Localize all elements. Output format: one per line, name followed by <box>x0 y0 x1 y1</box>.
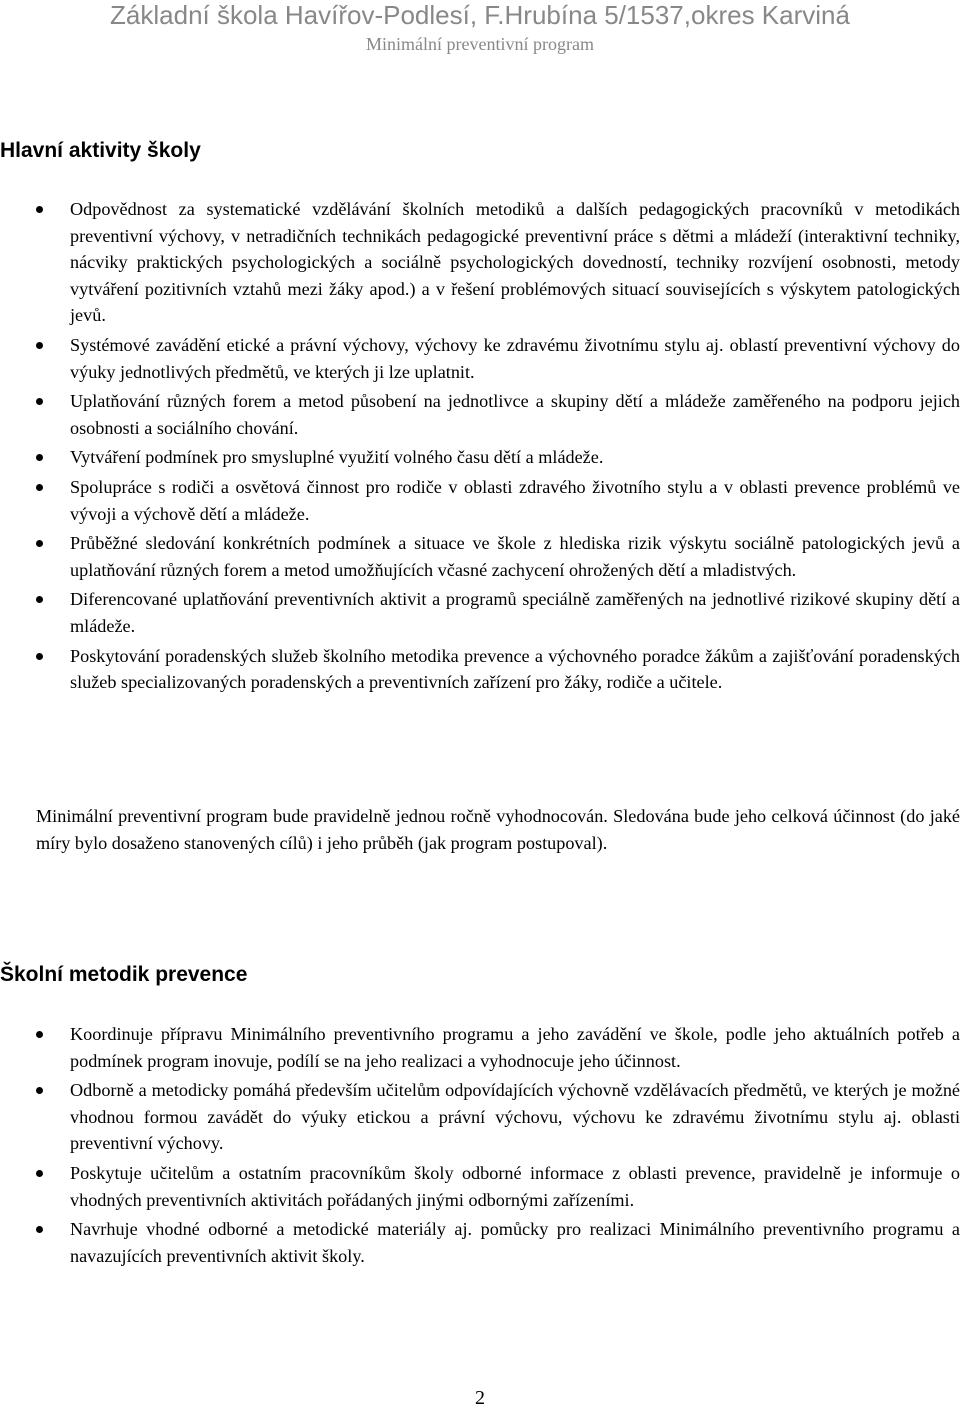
list-item-text: Odborně a metodicky pomáhá především učitelům odpovídajících výchovně vzdělávacích předmětů, ve kterých je možné vhodnou formou zavádět do výuky etickou a právní výchovu, výchovu ke zdravému životnímu stylu aj. oblasti preventivní výchovy. <box>70 1080 960 1154</box>
list-item-text: Vytváření podmínek pro smysluplné využití volného času dětí a mládeže. <box>70 447 604 468</box>
page-header <box>0 0 960 56</box>
section-heading-school-methodist: Školní metodik prevence <box>0 963 248 986</box>
list-item-text: Diferencované uplatňování preventivních aktivit a programů speciálně zaměřených na jednotlivé rizikové skupiny dětí a mládeže. <box>70 589 960 636</box>
list-item <box>0 1160 960 1213</box>
evaluation-paragraph: Minimální preventivní program bude pravidelně jednou ročně vyhodnocován. Sledována bude jeho celková účinnost (do jaké míry bylo dosaženo stanovených cílů) i jeho průběh (jak program postupoval). <box>36 806 960 853</box>
bullet-icon <box>36 1170 43 1177</box>
list-item <box>0 643 960 696</box>
list-item-text: Odpovědnost za systematické vzdělávání školních metodiků a dalších pedagogických pracovníků v metodikách preventivní výchovy, v netradičních technikách pedagogické preventivní práce s dětmi a mládeží (interaktivní techniky, nácviky praktických psychologických a sociálně psychologických dovedností, techniky rozvíjení osobnosti, metody vytváření pozitivních vztahů mezi žáky apod.) a v řešení problémových situací souvisejících s výskytem patologických jevů. <box>70 199 960 326</box>
list-item-text: Uplatňování různých forem a metod působení na jednotlivce a skupiny dětí a mládeže zaměřeného na podporu jejich osobnosti a sociálního chování. <box>70 391 960 438</box>
list-item-text: Spolupráce s rodiči a osvětová činnost pro rodiče v oblasti zdravého životního stylu a v oblasti prevence problémů ve vývoji a výchově dětí a mládeže. <box>70 476 960 524</box>
bullet-icon <box>36 653 43 660</box>
main-activities-list <box>0 196 960 699</box>
methodist-duties-list <box>0 1021 960 1272</box>
bullet-icon <box>36 454 43 461</box>
bullet-icon <box>36 596 43 603</box>
bullet-icon <box>36 1087 43 1094</box>
bullet-icon <box>36 484 43 491</box>
bullet-icon <box>36 1031 43 1038</box>
list-item <box>0 1216 960 1269</box>
bullet-icon <box>36 206 43 213</box>
bullet-icon <box>36 398 43 405</box>
section-heading-main-activities: Hlavní aktivity školy <box>0 139 201 162</box>
list-item-text: Systémové zavádění etické a právní výchovy, výchovy ke zdravému životnímu stylu aj. oblastí preventivní výchovy do výuky jednotlivých předmětů, ve kterých ji lze uplatnit. <box>70 334 960 382</box>
list-item <box>0 388 960 441</box>
list-item <box>0 530 960 583</box>
list-item <box>0 444 960 471</box>
list-item <box>0 1077 960 1157</box>
school-title: Základní škola Havířov-Podlesí, F.Hrubína 5/1537,okres Karviná <box>110 0 850 30</box>
list-item-text: Poskytování poradenských služeb školního metodika prevence a výchovného poradce žákům a zajišťování poradenských služeb specializovaných poradenských a preventivních zařízení pro žáky, rodiče a učitele. <box>70 645 960 693</box>
bullet-icon <box>36 342 43 349</box>
list-item-text: Poskytuje učitelům a ostatním pracovníkům školy odborné informace z oblasti prevence, pravidelně je informuje o vhodných preventivních aktivitách pořádaných jinými odbornými zařízeními. <box>70 1162 960 1210</box>
list-item <box>0 474 960 527</box>
page-number: 2 <box>475 1387 485 1409</box>
bullet-icon <box>36 1226 43 1233</box>
list-item-text: Průběžné sledování konkrétních podmínek a situace ve škole z hlediska rizik výskytu sociálně patologických jevů a uplatňování různých forem a metod umožňujících včasné zachycení ohrožených dětí a mladistvých. <box>70 533 960 580</box>
list-item-text: Koordinuje přípravu Minimálního preventivního programu a jeho zavádění ve škole, podle jeho aktuálních potřeb a podmínek program inovuje, podílí se na jeho realizaci a vyhodnocuje jeho účinnost. <box>70 1024 960 1071</box>
list-item <box>0 332 960 385</box>
list-item <box>0 586 960 639</box>
list-item-text: Navrhuje vhodné odborné a metodické materiály aj. pomůcky pro realizaci Minimálního preventivního programu a navazujících preventivních aktivit školy. <box>70 1219 960 1266</box>
list-item <box>0 1021 960 1074</box>
bullet-icon <box>36 540 43 547</box>
list-item <box>0 196 960 329</box>
document-subtitle: Minimální preventivní program <box>366 34 594 54</box>
